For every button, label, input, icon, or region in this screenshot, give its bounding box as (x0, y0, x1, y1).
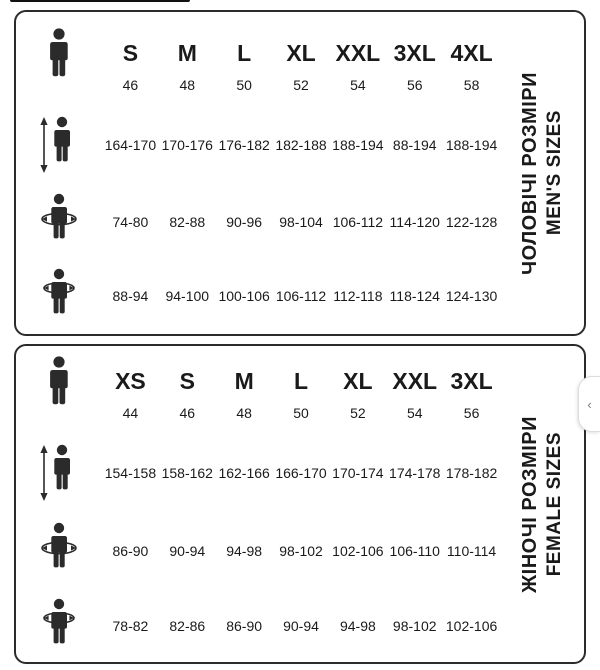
cell: 118-124 (389, 288, 440, 304)
cell: 90-96 (226, 214, 263, 230)
table-row (16, 436, 500, 510)
womens-numeric-sizes (102, 405, 500, 421)
person-chest-measure-icon (16, 520, 102, 582)
cell: 56 (406, 77, 423, 93)
womens-waist-values (102, 618, 500, 634)
person-waist-measure-icon (16, 266, 102, 326)
cell: 182-188 (275, 137, 327, 153)
cell: 82-88 (169, 214, 206, 230)
cell: 94-100 (165, 288, 210, 304)
cell: L (293, 367, 309, 394)
cell: 50 (236, 77, 252, 93)
womens-chest-values (102, 543, 500, 559)
cell: 46 (179, 405, 196, 421)
cell: 100-106 (218, 288, 270, 304)
table-row (16, 108, 500, 182)
womens-size-grid (16, 346, 500, 662)
cell: XL (286, 39, 316, 66)
cell: 3XL (393, 39, 436, 66)
table-row (16, 590, 500, 662)
cell: 88-194 (392, 137, 437, 153)
mens-chest-values (102, 214, 500, 230)
cell: 170-176 (161, 137, 213, 153)
cell: 56 (463, 405, 480, 421)
cell: 170-174 (332, 465, 384, 481)
cell: 106-112 (275, 288, 327, 304)
person-chest-measure-icon (16, 191, 102, 253)
cell: 98-104 (279, 214, 323, 230)
cell: 48 (236, 405, 252, 421)
cell: 50 (293, 405, 309, 421)
mens-table-title (504, 12, 580, 334)
person-height-arrow-icon (16, 114, 102, 176)
cell: 46 (122, 77, 139, 93)
cell: 86-90 (226, 618, 263, 634)
cell: 174-178 (389, 465, 441, 481)
cell: 106-110 (389, 543, 440, 559)
cell: M (177, 39, 197, 66)
cell: 78-82 (112, 618, 149, 634)
cell: 82-86 (169, 618, 206, 634)
cell: 176-182 (218, 137, 270, 153)
cell: 112-118 (333, 288, 383, 304)
cell: 154-158 (104, 465, 157, 481)
table-row (16, 514, 500, 588)
womens-height-values (102, 465, 500, 481)
chevron-left-icon: ‹ (587, 396, 592, 412)
cell: 52 (293, 77, 309, 93)
cell: 188-194 (445, 137, 498, 153)
cell: 162-166 (218, 465, 270, 481)
cell: M (234, 367, 254, 394)
mens-height-values (102, 137, 500, 153)
womens-table-title (504, 346, 580, 662)
cell: L (237, 39, 252, 66)
cell: 98-102 (392, 618, 437, 634)
top-cropped-heading (0, 0, 600, 6)
womens-size-table-card (14, 344, 586, 664)
table-row (16, 36, 500, 70)
mens-size-grid (16, 12, 500, 334)
bottom-edge (0, 664, 600, 670)
cell: 158-162 (161, 465, 213, 481)
cell: 102-106 (332, 543, 384, 559)
mens-size-table-card (14, 10, 586, 336)
table-row (16, 260, 500, 332)
cell: 110-114 (446, 543, 497, 559)
cell: 90-94 (283, 618, 319, 634)
table-row (16, 364, 500, 398)
cell: 54 (350, 77, 366, 93)
table-row (16, 74, 500, 96)
person-height-arrow-icon (16, 442, 102, 504)
table-row (16, 402, 500, 424)
table-row (16, 184, 500, 260)
cell: 48 (179, 77, 196, 93)
cell: 58 (463, 77, 480, 93)
cell: 122-128 (445, 214, 498, 230)
cell: 98-102 (279, 543, 323, 559)
cell: 54 (406, 405, 423, 421)
cell: 52 (350, 405, 366, 421)
cell: XXL (392, 367, 438, 394)
cell: 188-194 (332, 137, 384, 153)
cell: 88-94 (112, 288, 149, 304)
mens-numeric-sizes (102, 77, 500, 93)
cell: XS (115, 367, 146, 394)
cell: S (122, 39, 139, 66)
cell: XL (343, 367, 373, 394)
cell: S (179, 367, 195, 394)
womens-letter-sizes (102, 368, 500, 395)
cell: 106-112 (332, 214, 384, 230)
cell: 94-98 (339, 618, 376, 634)
cell: 94-98 (226, 543, 263, 559)
mens-letter-sizes (102, 40, 500, 67)
previous-image-button[interactable] (578, 376, 600, 432)
cell: XXL (335, 39, 381, 66)
cell: 86-90 (112, 543, 149, 559)
cell: 4XL (450, 39, 493, 66)
cell: 74-80 (112, 214, 149, 230)
cell: 124-130 (445, 288, 498, 304)
person-icon (16, 27, 102, 79)
womens-title-en: FEMALE SIZES (543, 431, 565, 577)
cell: 178-182 (445, 465, 498, 481)
cell: 114-120 (389, 214, 440, 230)
womens-title-uk: ЖІНОЧІ РОЗМІРИ (518, 415, 541, 593)
cell: 102-106 (445, 618, 498, 634)
cell: 90-94 (169, 543, 206, 559)
person-waist-measure-icon (16, 596, 102, 656)
cell: 3XL (450, 367, 493, 394)
cell: 44 (122, 405, 139, 421)
mens-waist-values (102, 288, 500, 304)
mens-title-en: MEN'S SIZES (543, 110, 565, 236)
mens-title-uk: ЧОЛОВІЧІ РОЗМІРИ (518, 71, 541, 275)
cell: 164-170 (104, 137, 157, 153)
cell: 166-170 (275, 465, 327, 481)
person-icon (16, 355, 102, 407)
